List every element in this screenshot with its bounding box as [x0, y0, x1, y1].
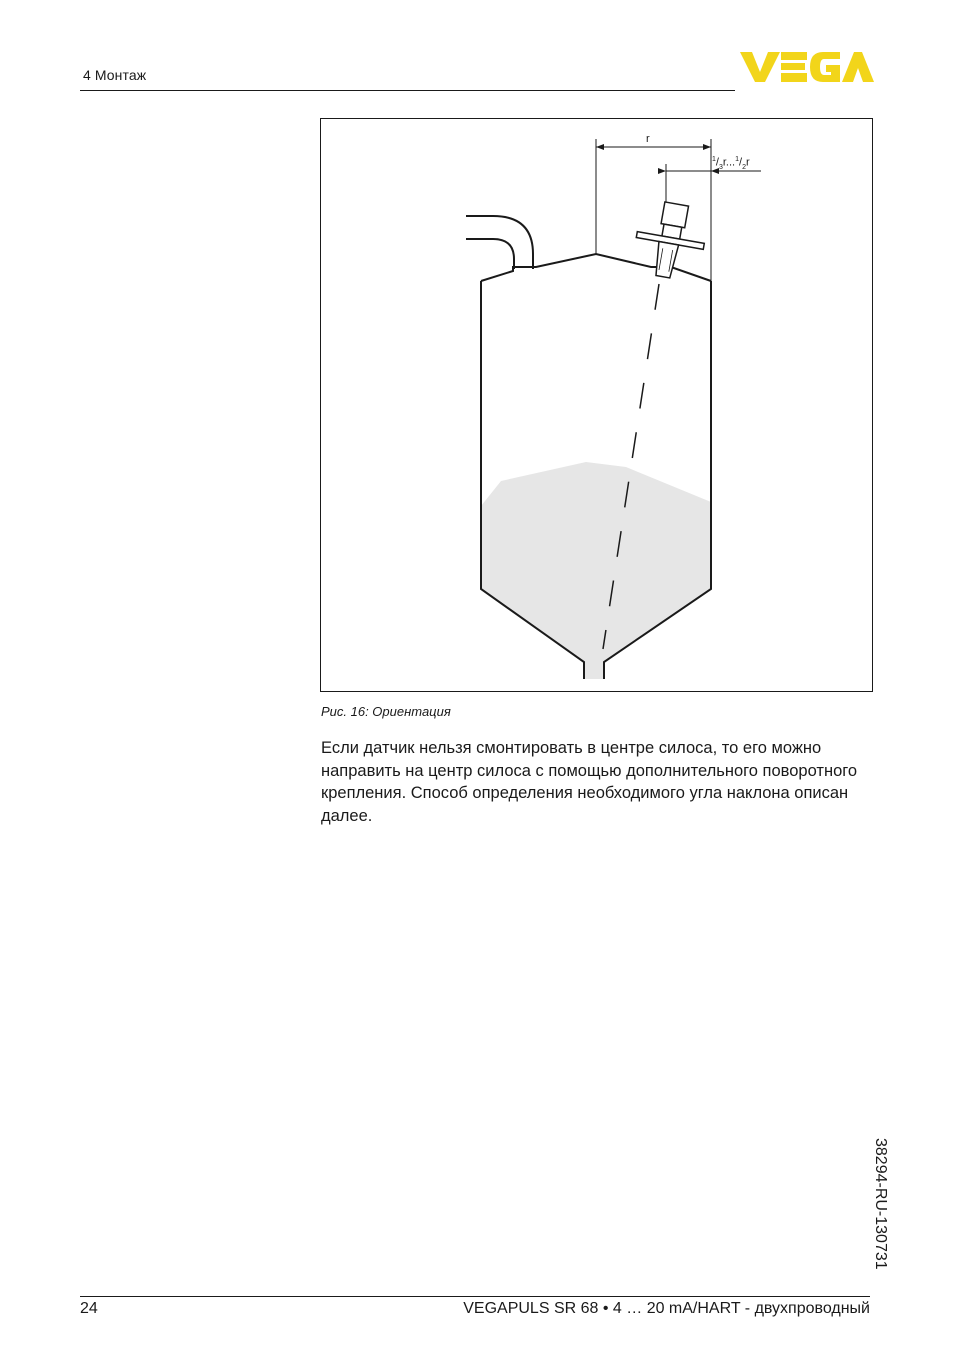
document-id: 38294-RU-130731 [872, 1138, 889, 1270]
footer-title: VEGAPULS SR 68 • 4 … 20 mA/HART - двухпроводный [463, 1300, 870, 1317]
silo-roof [481, 254, 711, 281]
dimension-r-label: r [646, 133, 650, 145]
section-title: 4 Монтаж [83, 67, 147, 83]
page-number: 24 [80, 1300, 98, 1317]
bulk-material [481, 462, 711, 679]
figure-caption: Рис. 16: Ориентация [321, 704, 451, 719]
radar-sensor [630, 198, 710, 283]
body-paragraph: Если датчик нельзя смонтировать в центре силоса, то его можно направить на центр силоса с помощью дополнительного поворотного крепления. Способ определения необходимого угла наклона описан далее. [321, 739, 858, 825]
silo-orientation-figure [320, 118, 873, 692]
inlet-pipe [466, 216, 533, 269]
vega-logo [740, 48, 874, 84]
dimension-ratio-label: $^1/_3r...^1/_2r$ [712, 156, 750, 171]
silo-drawing [321, 119, 874, 693]
footer-divider [80, 1296, 870, 1297]
header-divider [80, 90, 735, 91]
